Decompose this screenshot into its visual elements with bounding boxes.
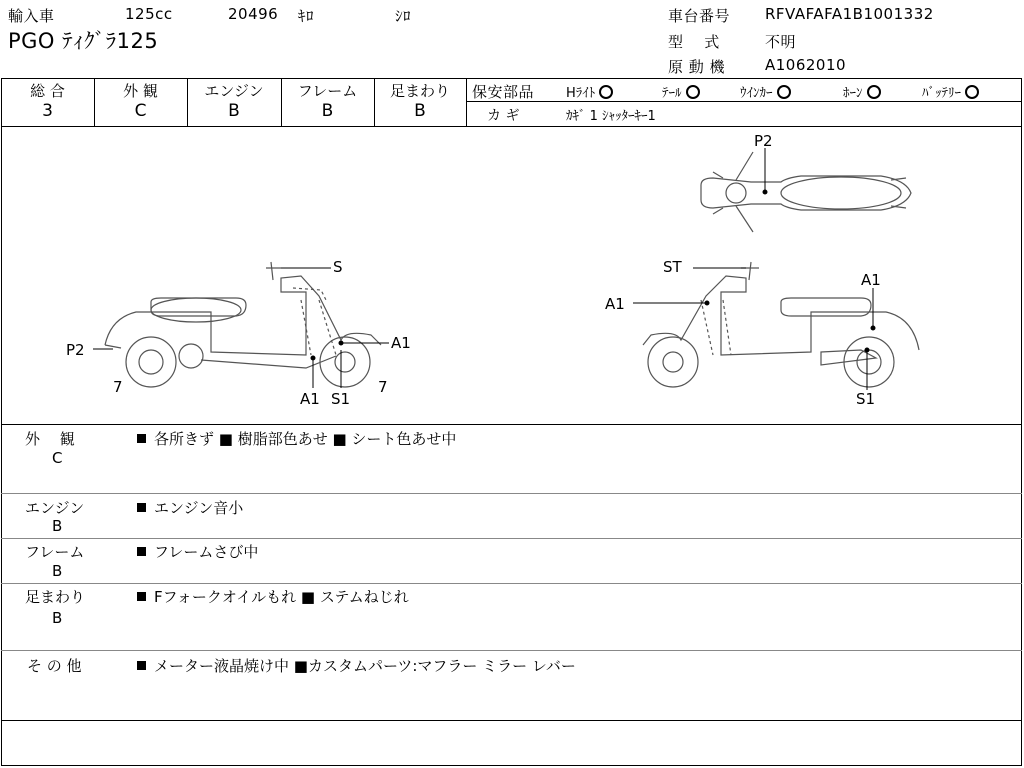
- mark-p2-left: P2: [66, 341, 85, 359]
- mark-s: S: [333, 258, 343, 276]
- bullet-square-icon: [137, 661, 146, 670]
- frame-no-label: 車台番号: [668, 7, 731, 25]
- grade-label-exterior: 外 観: [123, 82, 158, 100]
- import-label: 輸入車: [8, 7, 55, 25]
- remark-category: 足まわり: [25, 588, 86, 606]
- remark-grade: B: [52, 562, 63, 580]
- grade-label-engine: エンジン: [204, 82, 264, 100]
- bullet-square-icon: [137, 503, 146, 512]
- remark-divider: [1, 493, 1022, 494]
- ok-circle-icon: [965, 85, 979, 99]
- model-name: PGO ﾃｨｸﾞﾗ125: [8, 29, 159, 53]
- remark-text: メーター液晶焼け中 ■カスタムパーツ:マフラー ミラー レバー: [137, 655, 576, 676]
- bullet-square-icon: [137, 434, 146, 443]
- mark-s1-right: S1: [856, 390, 876, 408]
- remark-divider: [1, 583, 1022, 584]
- remark-category: そ の 他: [27, 657, 82, 675]
- remark-category: 外 観: [25, 430, 75, 448]
- ok-circle-icon: [867, 85, 881, 99]
- engine-no-label: 原 動 機: [668, 58, 726, 76]
- remark-text: エンジン音小: [137, 497, 243, 518]
- type-label: 型 式: [668, 33, 720, 51]
- remark-grade: C: [52, 449, 63, 467]
- remark-divider: [1, 538, 1022, 539]
- frame-no: RFVAFAFA1B1001332: [765, 5, 934, 23]
- remark-text: 各所きず ■ 樹脂部色あせ ■ シート色あせ中: [137, 428, 456, 449]
- divider: [466, 78, 467, 126]
- mark-a1-right: A1: [861, 271, 881, 289]
- grade-label-frame: フレーム: [297, 82, 358, 100]
- grade-label-suspension: 足まわり: [389, 82, 450, 100]
- mark-a1-left: A1: [605, 295, 625, 313]
- remark-text: フレームさび中: [137, 541, 258, 562]
- bullet-square-icon: [137, 547, 146, 556]
- grade-value-suspension: B: [414, 101, 426, 121]
- grade-value-overall: 3: [42, 101, 53, 121]
- safety-row-divider: [466, 101, 1022, 102]
- mark-7-left: 7: [113, 378, 123, 396]
- mark-st: ST: [663, 258, 682, 276]
- engine-no: A1062010: [765, 56, 847, 74]
- mark-7-right: 7: [378, 378, 388, 396]
- displacement: 125cc: [125, 5, 173, 23]
- bullet-square-icon: [137, 592, 146, 601]
- grade-value-exterior: C: [134, 101, 147, 121]
- mileage-unit: ｷﾛ: [298, 7, 315, 25]
- safety-item-headlight: Hﾗｲﾄ: [566, 82, 613, 101]
- safety-item-battery: ﾊﾞｯﾃﾘｰ: [922, 82, 979, 101]
- scooter-top-view: [701, 152, 911, 232]
- scooter-left-side-view: [105, 262, 381, 387]
- color-value: ｼﾛ: [395, 7, 412, 25]
- mileage: 20496: [228, 5, 279, 23]
- safety-item-winker: ｳｲﾝｶｰ: [740, 82, 791, 101]
- grade-label-overall: 総 合: [30, 82, 65, 100]
- remark-grade: B: [52, 609, 63, 627]
- mark-a1-front: A1: [391, 334, 411, 352]
- grade-value-engine: B: [228, 101, 240, 121]
- diagram-bottom-line: [1, 424, 1022, 425]
- ok-circle-icon: [777, 85, 791, 99]
- mark-s1-bottom: S1: [331, 390, 351, 408]
- safety-label: 保安部品: [472, 83, 535, 101]
- grade-value-frame: B: [321, 101, 334, 121]
- remark-grade: B: [52, 517, 63, 535]
- key-value: ｶｷﾞ 1 ｼｬｯﾀｰｷｰ1: [566, 109, 656, 124]
- remark-divider: [1, 650, 1022, 651]
- mark-a1-bottom: A1: [300, 390, 320, 408]
- remark-bottom-line: [1, 720, 1022, 721]
- key-label: カ ギ: [487, 108, 520, 124]
- ok-circle-icon: [686, 85, 700, 99]
- remark-text: Fフォークオイルもれ ■ ステムねじれ: [137, 586, 409, 607]
- safety-item-tail: ﾃｰﾙ: [662, 82, 700, 101]
- mark-p2-top: P2: [754, 132, 773, 150]
- type-value: 不明: [765, 33, 797, 51]
- safety-item-horn: ﾎｰﾝ: [843, 82, 881, 101]
- remark-category: エンジン: [25, 499, 85, 517]
- ok-circle-icon: [599, 85, 613, 99]
- remark-category: フレーム: [25, 543, 85, 561]
